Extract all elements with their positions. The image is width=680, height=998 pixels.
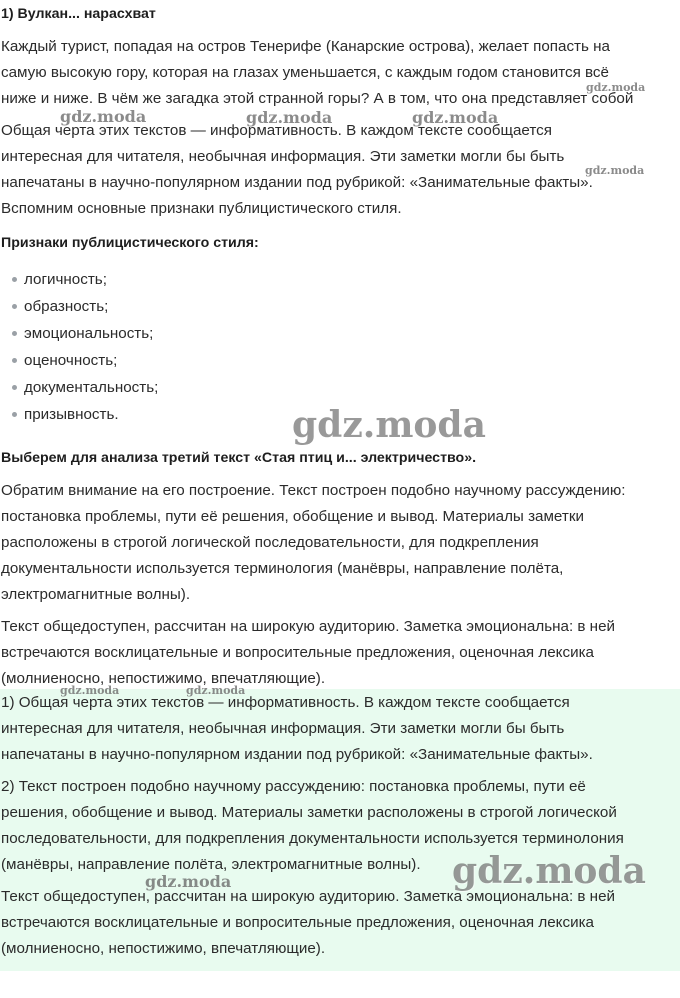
watermark: gdz.moda [145, 872, 232, 891]
watermark: gdz.moda [246, 108, 333, 127]
analysis-heading: Выберем для анализа третий текст «Стая птиц и... электричество». [1, 450, 477, 466]
bullet-dot-icon [12, 385, 17, 390]
text-line: документальности используется терминология (манёвры, направление полёта, [1, 560, 564, 577]
text-line: встречаются восклицательные и вопросительные предложения, оценочная лексика [1, 914, 594, 931]
features-heading: Признаки публицистического стиля: [1, 235, 259, 251]
list-item: эмоциональность; [12, 320, 158, 347]
text-line: 1) Общая черта этих текстов — информативность. В каждом тексте сообщается [1, 694, 570, 711]
text-line: последовательности, для подкрепления документальности используется терминолония [1, 830, 624, 847]
list-item: призывность. [12, 401, 158, 428]
bullet-dot-icon [12, 358, 17, 363]
answer-part-3 [1, 884, 680, 962]
text-line: Общая черта этих текстов — информативность. В каждом тексте сообщается [1, 122, 552, 139]
text-line: Вспомним основные признаки публицистического стиля. [1, 200, 402, 217]
text-line: ниже и ниже. В чём же загадка этой странной горы? А в том, что она представляет собой [1, 90, 634, 107]
watermark: gdz.moda [412, 108, 499, 127]
text-line: Текст общедоступен, рассчитан на широкую аудиторию. Заметка эмоциональна: в ней [1, 618, 615, 635]
summary-paragraph [1, 118, 680, 222]
text-line: интересная для читателя, необычная информация. Эти заметки могли бы быть [1, 720, 565, 737]
analysis-paragraph [1, 478, 680, 608]
text-line: интересная для читателя, необычная информация. Эти заметки могли бы быть [1, 148, 565, 165]
text-line: Каждый турист, попадая на остров Тенерифе (Канарские острова), желает попасть на [1, 38, 610, 55]
text-line: (молниеносно, непостижимо, впечатляющие). [1, 940, 326, 957]
text-line: (манёвры, направление полёта, электромагнитные волны). [1, 856, 421, 873]
text-line: решения, обобщение и вывод. Материалы заметки расположены в строгой логической [1, 804, 617, 821]
list-item: логичность; [12, 266, 158, 293]
text-line: постановка проблемы, пути её решения, обобщение и вывод. Материалы заметки [1, 508, 584, 525]
text-line: Текст общедоступен, рассчитан на широкую аудиторию. Заметка эмоциональна: в ней [1, 888, 615, 905]
watermark: gdz.moda [452, 850, 646, 892]
text-line: встречаются восклицательные и вопросительные предложения, оценочная лексика [1, 644, 594, 661]
bullet-dot-icon [12, 412, 17, 417]
list-item: документальность; [12, 374, 158, 401]
watermark: gdz.moda [60, 107, 147, 126]
text-line: электромагнитные волны). [1, 586, 191, 603]
features-list [12, 266, 158, 428]
text-line: самую высокую гору, которая на глазах уменьшается, с каждым годом становится всё [1, 64, 609, 81]
text-line: расположены в строгой логической последовательности, для подкрепления [1, 534, 539, 551]
watermark: gdz.moda [292, 404, 486, 446]
list-item: образность; [12, 293, 158, 320]
text-line: 2) Текст построен подобно научному рассуждению: постановка проблемы, пути её [1, 778, 586, 795]
watermark: gdz.moda [186, 684, 246, 697]
text-line: Обратим внимание на его построение. Текст построен подобно научному рассуждению: [1, 482, 626, 499]
watermark: gdz.moda [60, 684, 120, 697]
watermark: gdz.moda [586, 81, 646, 94]
intro-paragraph [1, 34, 680, 112]
bullet-dot-icon [12, 331, 17, 336]
list-item: оценочность; [12, 347, 158, 374]
bullet-dot-icon [12, 277, 17, 282]
bullet-dot-icon [12, 304, 17, 309]
text-line: напечатаны в научно-популярном издании под рубрикой: «Занимательные факты». [1, 746, 593, 763]
text-line: (молниеносно, непостижимо, впечатляющие). [1, 670, 326, 687]
answer-part-1 [1, 690, 680, 768]
text-line: напечатаны в научно-популярном издании под рубрикой: «Занимательные факты». [1, 174, 593, 191]
watermark: gdz.moda [585, 164, 645, 177]
audience-paragraph [1, 614, 680, 692]
section-title: 1) Вулкан... нарасхват [1, 6, 156, 22]
